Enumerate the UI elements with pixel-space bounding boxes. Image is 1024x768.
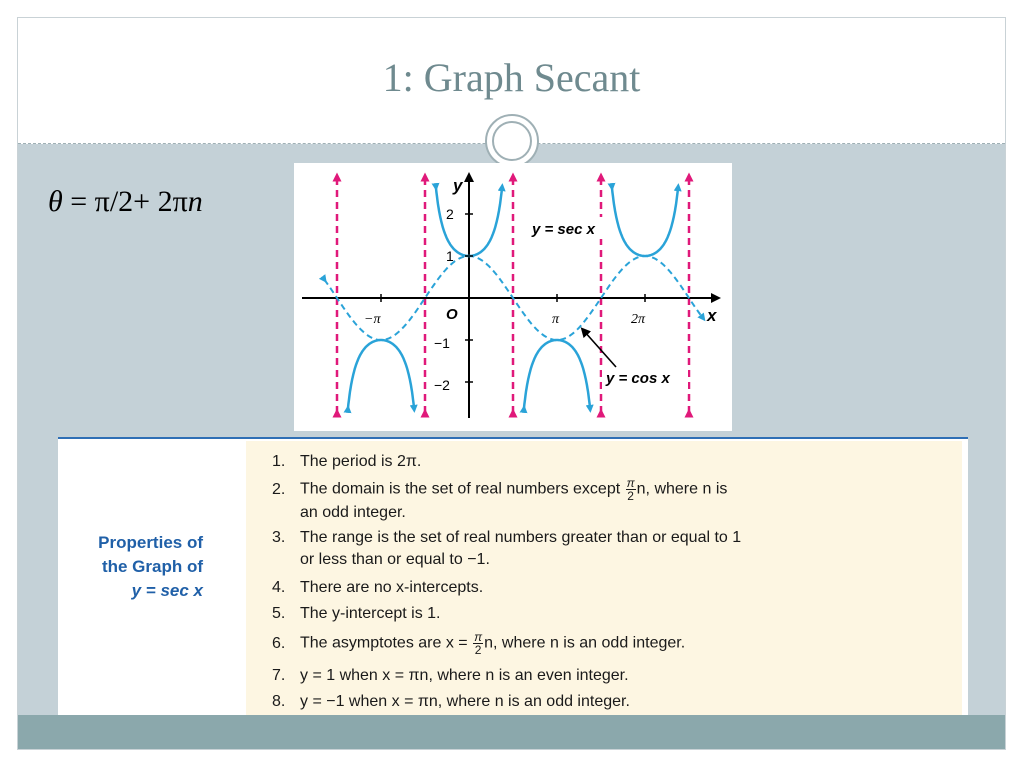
y-tick-label-neg2: −2 <box>434 377 450 393</box>
pi-over-2-fraction <box>626 477 636 502</box>
fraction-numerator: π <box>626 476 635 490</box>
formula-body: = π/2+ 2π <box>62 185 188 218</box>
y-tick-label-neg1: −1 <box>434 335 450 351</box>
fraction-denominator: 2 <box>474 643 482 657</box>
secant-branch <box>612 187 678 256</box>
property-text-line2: or less than or equal to −1. <box>300 551 490 568</box>
properties-label-line1: Properties of <box>98 533 203 552</box>
property-item-3 <box>272 527 741 571</box>
x-tick-label-pi: π <box>552 312 560 327</box>
property-text-line2: an odd integer. <box>300 504 406 521</box>
property-text: The domain is the set of real numbers except <box>300 480 625 498</box>
fraction-numerator: π <box>474 630 483 644</box>
slide-title: 1: Graph Secant <box>382 55 641 100</box>
secant-graph-svg <box>294 163 732 431</box>
property-number: 3. <box>272 529 286 546</box>
sec-curve-label: y = sec x <box>532 221 595 238</box>
property-item-8 <box>272 691 630 713</box>
x-tick-label-neg-pi: −π <box>364 312 381 327</box>
property-item-2 <box>272 477 727 524</box>
fraction-denominator: 2 <box>627 489 634 503</box>
title-ornament-circle <box>485 114 539 168</box>
x-axis-label: x <box>707 306 717 325</box>
property-item-7 <box>272 665 629 687</box>
property-item-6 <box>272 631 685 656</box>
formula-theta: θ <box>48 185 63 218</box>
properties-box <box>58 437 968 723</box>
property-number: 1. <box>272 453 286 470</box>
y-tick-label-2: 2 <box>446 206 454 222</box>
origin-label: O <box>446 306 458 323</box>
secant-branch <box>348 340 414 409</box>
property-item-1 <box>272 451 421 473</box>
property-number: 4. <box>272 579 286 596</box>
property-text: y = 1 when x = πn, where n is an even integer. <box>300 667 629 684</box>
property-number: 7. <box>272 667 286 684</box>
pi-over-2-fraction <box>473 631 483 656</box>
property-text: The period is 2π. <box>300 453 422 470</box>
y-tick-label-1: 1 <box>446 248 454 264</box>
y-axis-label: y <box>453 176 463 195</box>
property-text: The asymptotes are x = <box>300 634 473 652</box>
slide <box>17 17 1006 750</box>
secant-graph <box>294 163 732 431</box>
properties-list <box>246 441 962 719</box>
bottom-band <box>18 715 1005 749</box>
property-number: 8. <box>272 693 286 710</box>
property-text: The range is the set of real numbers greater than or equal to 1 <box>300 529 742 546</box>
secant-branch <box>524 340 590 409</box>
property-text-cont: n, where n is <box>636 480 728 498</box>
properties-label-line2: the Graph of <box>101 557 203 576</box>
property-item-4 <box>272 577 483 599</box>
property-number: 2. <box>272 480 286 498</box>
properties-label-line3: y = sec x <box>131 581 203 600</box>
property-text: The y-intercept is 1. <box>300 605 441 622</box>
x-tick-label-2pi: 2π <box>631 312 646 327</box>
formula <box>48 185 203 219</box>
cos-curve-label: y = cos x <box>606 370 670 387</box>
formula-n: n <box>187 185 203 218</box>
property-number: 6. <box>272 634 286 652</box>
property-text: y = −1 when x = πn, where n is an odd integer. <box>300 693 630 710</box>
property-text: There are no x-intercepts. <box>300 579 484 596</box>
property-number: 5. <box>272 605 286 622</box>
property-item-5 <box>272 603 441 625</box>
properties-label <box>68 531 203 603</box>
property-text-cont: n, where n is an odd integer. <box>484 634 686 652</box>
